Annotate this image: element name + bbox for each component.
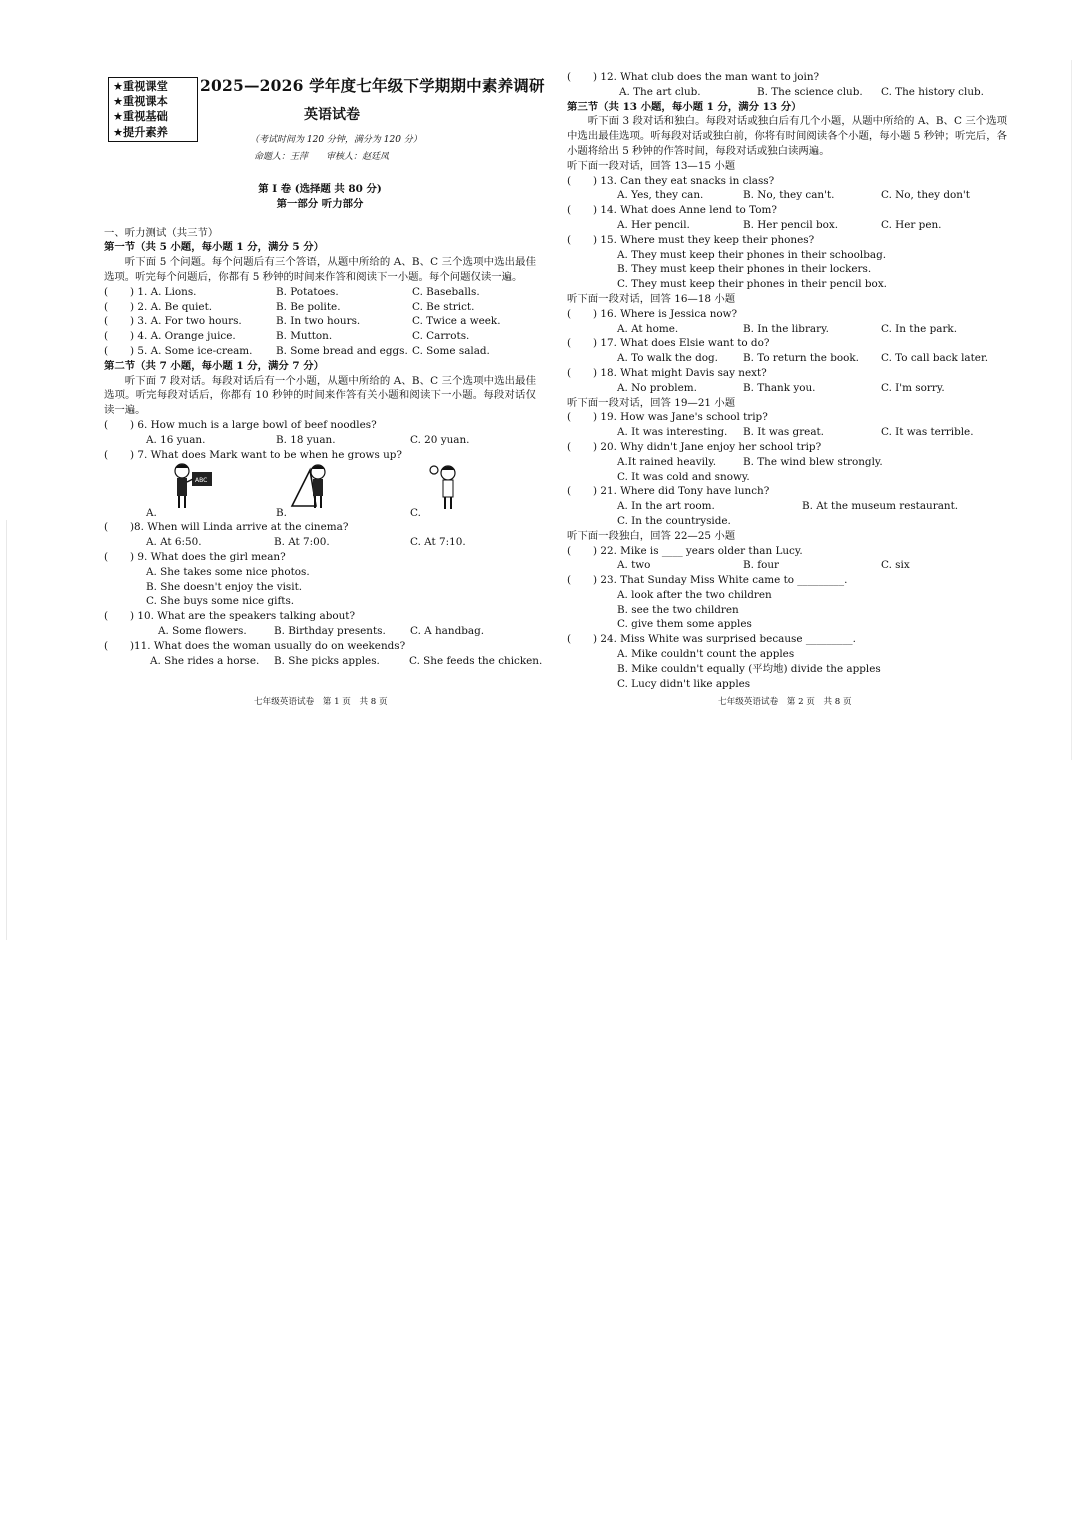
section-3-instruction: 听下面 3 段对话和独白。每段对话或独白后有几个小题，从题中所给的 A、B、C 三个选项中选出最佳选项。听每段对话或独白前，你将有时间阅读各个小题，每小题 5 秒钟；听完后，各小题将给出 5 秒钟的作答时间，每段对话或独白读两遍。 xyxy=(567,115,1007,157)
question-stem: ) 23. That Sunday Miss White came to _________. xyxy=(593,574,848,587)
option-a: A. xyxy=(146,506,157,519)
option-c: C. They must keep their phones in their pencil box. xyxy=(617,278,887,291)
option-c: C. give them some apples xyxy=(617,618,752,631)
option-c: C. It was terrible. xyxy=(881,426,974,439)
page-2-footer: 七年级英语试卷 第 2 页 共 8 页 xyxy=(718,697,852,707)
question-row: ( ) 24. Miss White was surprised because _________. xyxy=(567,633,856,646)
option-row xyxy=(567,499,1007,514)
motto-box xyxy=(108,77,198,142)
question-row: ( ) 20. Why didn't Jane enjoy her school trip? xyxy=(567,440,822,453)
option-b: B. Thank you. xyxy=(743,381,816,394)
section-2-instruction: 听下面 7 段对话。每段对话后有一个小题，从题中所给的 A、B、C 三个选项中选出最佳选项。听完每段对话后，你都有 10 秒钟的时间来作答有关小题和阅读下一小题。每段对话仅读一遍。 xyxy=(104,374,536,417)
dialogue-1-heading: 听下面一段对话，回答 13—15 小题 xyxy=(567,159,736,172)
page-1 xyxy=(104,70,545,668)
option-b: B. The science club. xyxy=(757,85,863,98)
option-c: C. Be strict. xyxy=(412,300,475,313)
question-stem: ) 10. What are the speakers talking about? xyxy=(130,610,356,623)
option-row xyxy=(104,535,536,550)
option-b: B. xyxy=(276,506,287,519)
question-row: ( ) 23. That Sunday Miss White came to _________. xyxy=(567,574,848,587)
option-a: A. Some flowers. xyxy=(158,624,247,637)
option-a: A. To walk the dog. xyxy=(617,352,718,365)
option-a: A. They must keep their phones in their schoolbag. xyxy=(617,248,887,261)
question-row: ( )11. What does the woman usually do on weekends? xyxy=(104,639,406,652)
option-b: B. To return the book. xyxy=(743,352,859,365)
option-row xyxy=(104,624,536,639)
option-b: B. At the museum restaurant. xyxy=(802,500,959,513)
part-title: 第一部分 听力部分 xyxy=(276,197,364,210)
option-b: B. She picks apples. xyxy=(274,654,380,667)
option-b: B. Mutton. xyxy=(276,330,333,343)
dialogue-3-heading: 听下面一段对话，回答 19—21 小题 xyxy=(567,396,736,409)
question-stem: ) 9. What does the girl mean? xyxy=(130,550,286,563)
option-a: A. In the art room. xyxy=(617,500,715,513)
question-row: ( ) 14. What does Anne lend to Tom? xyxy=(567,204,777,217)
question-row: ( ) 4. A. Orange juice. B. Mutton. C. Carrots. xyxy=(104,330,470,343)
question-row: ( )8. When will Linda arrive at the cinema? xyxy=(104,521,349,534)
question-row: ( ) 12. What club does the man want to join? xyxy=(567,71,820,83)
option-a: A. It was interesting. xyxy=(617,426,728,439)
option-a: A.It rained heavily. xyxy=(617,455,717,468)
question-row: ( ) 17. What does Elsie want to do? xyxy=(567,337,770,350)
section-3-title: 第三节（共 13 小题，每小题 1 分，满分 13 分） xyxy=(567,100,802,113)
option-c: C. Some salad. xyxy=(412,344,490,357)
option-c: C. In the countryside. xyxy=(617,514,731,527)
question-row: ( ) 7. What does Mark want to be when he grows up? xyxy=(104,448,402,461)
section-1-questions xyxy=(104,285,536,359)
motto-line: ★提升素养 xyxy=(113,125,168,139)
question-stem: ) 12. What club does the man want to join? xyxy=(593,71,820,83)
question-stem: )11. What does the woman usually do on weekends? xyxy=(130,639,406,652)
question-stem: ) 22. Mike is ____ years older than Lucy. xyxy=(593,544,803,557)
option-c: C. six xyxy=(881,559,910,572)
option-b: B. Be polite. xyxy=(276,300,341,313)
option-c: C. She buys some nice gifts. xyxy=(146,595,295,608)
option-b: B. It was great. xyxy=(743,426,824,439)
option-c: C. She feeds the chicken. xyxy=(409,654,543,667)
option-c: C. In the park. xyxy=(881,322,958,335)
option-a: A. Yes, they can. xyxy=(617,189,704,202)
question-row: ( ) 22. Mike is ____ years older than Lucy. xyxy=(567,544,803,557)
motto-line: ★重视基础 xyxy=(113,110,168,124)
question-row: ( ) 19. How was Jane's school trip? xyxy=(567,411,768,424)
section-1-title: 第一节（共 5 小题，每小题 1 分，满分 5 分） xyxy=(104,241,325,254)
scan-edge-right xyxy=(1071,60,1072,760)
option-a: A. Her pencil. xyxy=(617,218,690,231)
option-row xyxy=(567,425,1007,440)
question-stem: ) 18. What might Davis say next? xyxy=(593,366,767,379)
option-a: A. No problem. xyxy=(617,381,697,394)
engineer-figure-icon xyxy=(288,462,338,512)
option-a: A. At 6:50. xyxy=(146,536,202,549)
question-row: ( ) 21. Where did Tony have lunch? xyxy=(567,485,770,498)
option-row xyxy=(104,433,536,448)
question-stem: ) 20. Why didn't Jane enjoy her school trip? xyxy=(593,440,822,453)
page-1-footer: 七年级英语试卷 第 1 页 共 8 页 xyxy=(254,697,388,707)
question-row: ( ) 6. How much is a large bowl of beef noodles? xyxy=(104,418,377,431)
option-b: B. At 7:00. xyxy=(274,536,330,549)
option-c: C. Carrots. xyxy=(412,330,470,343)
question-stem: ) 7. What does Mark want to be when he grows up? xyxy=(130,448,402,461)
question-row: ( ) 18. What might Davis say next? xyxy=(567,366,767,379)
option-a: A. She rides a horse. xyxy=(150,654,260,667)
option-c: C. 20 yuan. xyxy=(410,433,470,446)
option-a: A. The art club. xyxy=(619,85,701,98)
option-c: C. Lucy didn't like apples xyxy=(617,677,751,690)
option-c: C. The history club. xyxy=(881,85,984,98)
question-stem: ) 2. A. Be quiet. xyxy=(130,300,213,313)
exam-authors: 命题人：王萍 审核人：赵廷凤 xyxy=(254,152,390,162)
question-row: ( ) 13. Can they eat snacks in class? xyxy=(567,174,775,187)
option-row xyxy=(567,558,1007,573)
scan-edge-left xyxy=(6,520,7,940)
question-stem: ) 1. A. Lions. xyxy=(130,285,197,298)
option-b: B. see the two children xyxy=(617,603,739,616)
option-row xyxy=(567,322,1007,337)
volume-title: 第 I 卷 (选择题 共 80 分) xyxy=(258,183,382,195)
option-b: B. Her pencil box. xyxy=(743,218,839,231)
option-c: C. Baseballs. xyxy=(412,285,480,298)
teacher-figure-icon xyxy=(166,462,216,512)
question-row: ( ) 2. A. Be quiet. B. Be polite. C. Be strict. xyxy=(104,300,475,313)
question-stem: )8. When will Linda arrive at the cinema? xyxy=(130,521,349,534)
option-c: C. I'm sorry. xyxy=(881,381,945,394)
option-b: B. The wind blew strongly. xyxy=(743,455,883,468)
question-row: ( ) 10. What are the speakers talking about? xyxy=(104,610,356,623)
exam-time-note: （考试时间为 120 分钟，满分为 120 分） xyxy=(250,135,422,145)
listening-title: 一、听力测试（共三节） xyxy=(104,226,219,239)
option-c: C. Her pen. xyxy=(881,218,942,231)
option-b: B. In the library. xyxy=(743,322,829,335)
option-b: B. Some bread and eggs. xyxy=(276,344,408,357)
blackboard-text: ABC xyxy=(195,477,208,485)
question-stem: ) 24. Miss White was surprised because _________. xyxy=(593,633,856,646)
question-stem: ) 13. Can they eat snacks in class? xyxy=(593,174,775,187)
option-row xyxy=(567,351,1007,366)
option-a: A. two xyxy=(617,559,651,572)
motto-line: ★重视课堂 xyxy=(113,80,168,93)
question-row: ( ) 5. A. Some ice-cream. B. Some bread and eggs. C. Some salad. xyxy=(104,344,490,357)
section-1-instruction: 听下面 5 个问题。每个问题后有三个答语，从题中所给的 A、B、C 三个选项中选出最佳选项。听完每个问题后，你都有 5 秒钟的时间来作答和阅读下一小题。每个问题仅读一遍。 xyxy=(104,256,536,283)
question-row: ( ) 9. What does the girl mean? xyxy=(104,550,286,563)
question-stem: ) 16. Where is Jessica now? xyxy=(593,307,738,320)
question-stem: ) 17. What does Elsie want to do? xyxy=(593,337,770,350)
option-b: B. She doesn't enjoy the visit. xyxy=(146,580,303,593)
option-c: C. Twice a week. xyxy=(412,315,501,328)
question-row: ( ) 16. Where is Jessica now? xyxy=(567,307,738,320)
option-c: C. It was cold and snowy. xyxy=(617,470,750,483)
question-stem: ) 5. A. Some ice-cream. xyxy=(130,344,253,357)
option-b: B. four xyxy=(743,559,780,572)
option-c: C. At 7:10. xyxy=(410,536,466,549)
option-a: A. She takes some nice photos. xyxy=(146,565,310,578)
option-b: B. In two hours. xyxy=(276,315,361,328)
question-row: ( ) 1. A. Lions. B. Potatoes. C. Baseballs. xyxy=(104,285,480,298)
option-row xyxy=(567,455,1007,470)
question-stem: ) 21. Where did Tony have lunch? xyxy=(593,485,770,498)
option-c: C. To call back later. xyxy=(881,352,989,365)
option-b: B. Mike couldn't equally (平均地) divide the apples xyxy=(617,662,881,675)
picture-options xyxy=(104,462,536,520)
option-row xyxy=(567,188,1007,203)
page-2 xyxy=(567,70,1007,691)
scientist-figure-icon xyxy=(426,462,466,512)
option-c: C. xyxy=(410,506,421,519)
dialogue-2-heading: 听下面一段对话，回答 16—18 小题 xyxy=(567,292,736,305)
option-b: B. Birthday presents. xyxy=(274,624,386,637)
question-stem: ) 6. How much is a large bowl of beef noodles? xyxy=(130,418,377,431)
question-stem: ) 4. A. Orange juice. xyxy=(130,330,236,343)
question-stem: ) 15. Where must they keep their phones? xyxy=(593,233,815,246)
question-stem: ) 19. How was Jane's school trip? xyxy=(593,411,768,424)
exam-title: 2025—2026 学年度七年级下学期期中素养调研 xyxy=(200,76,545,95)
question-stem: ) 14. What does Anne lend to Tom? xyxy=(593,204,777,217)
option-row xyxy=(567,85,1007,100)
question-stem: ) 3. A. For two hours. xyxy=(130,315,242,328)
option-a: A. 16 yuan. xyxy=(146,433,206,446)
option-c: C. A handbag. xyxy=(410,624,485,637)
option-b: B. 18 yuan. xyxy=(276,433,336,446)
option-row xyxy=(567,381,1007,396)
option-b: B. Potatoes. xyxy=(276,285,339,298)
option-a: A. look after the two children xyxy=(617,588,772,601)
question-row: ( ) 15. Where must they keep their phones? xyxy=(567,233,815,246)
monologue-heading: 听下面一段独白，回答 22—25 小题 xyxy=(567,529,736,542)
option-b: B. No, they can't. xyxy=(743,189,835,202)
option-b: B. They must keep their phones in their lockers. xyxy=(617,263,872,276)
exam-subtitle: 英语试卷 xyxy=(304,107,360,123)
header xyxy=(104,70,545,182)
option-row xyxy=(567,218,1007,233)
option-c: C. No, they don't xyxy=(881,189,970,202)
motto-line: ★重视课本 xyxy=(113,95,168,109)
option-row xyxy=(104,654,543,669)
question-row: ( ) 3. A. For two hours. B. In two hours. C. Twice a week. xyxy=(104,315,501,328)
option-a: A. Mike couldn't count the apples xyxy=(617,648,795,661)
section-2-title: 第二节（共 7 小题，每小题 1 分，满分 7 分） xyxy=(104,359,325,372)
option-a: A. At home. xyxy=(617,322,679,335)
